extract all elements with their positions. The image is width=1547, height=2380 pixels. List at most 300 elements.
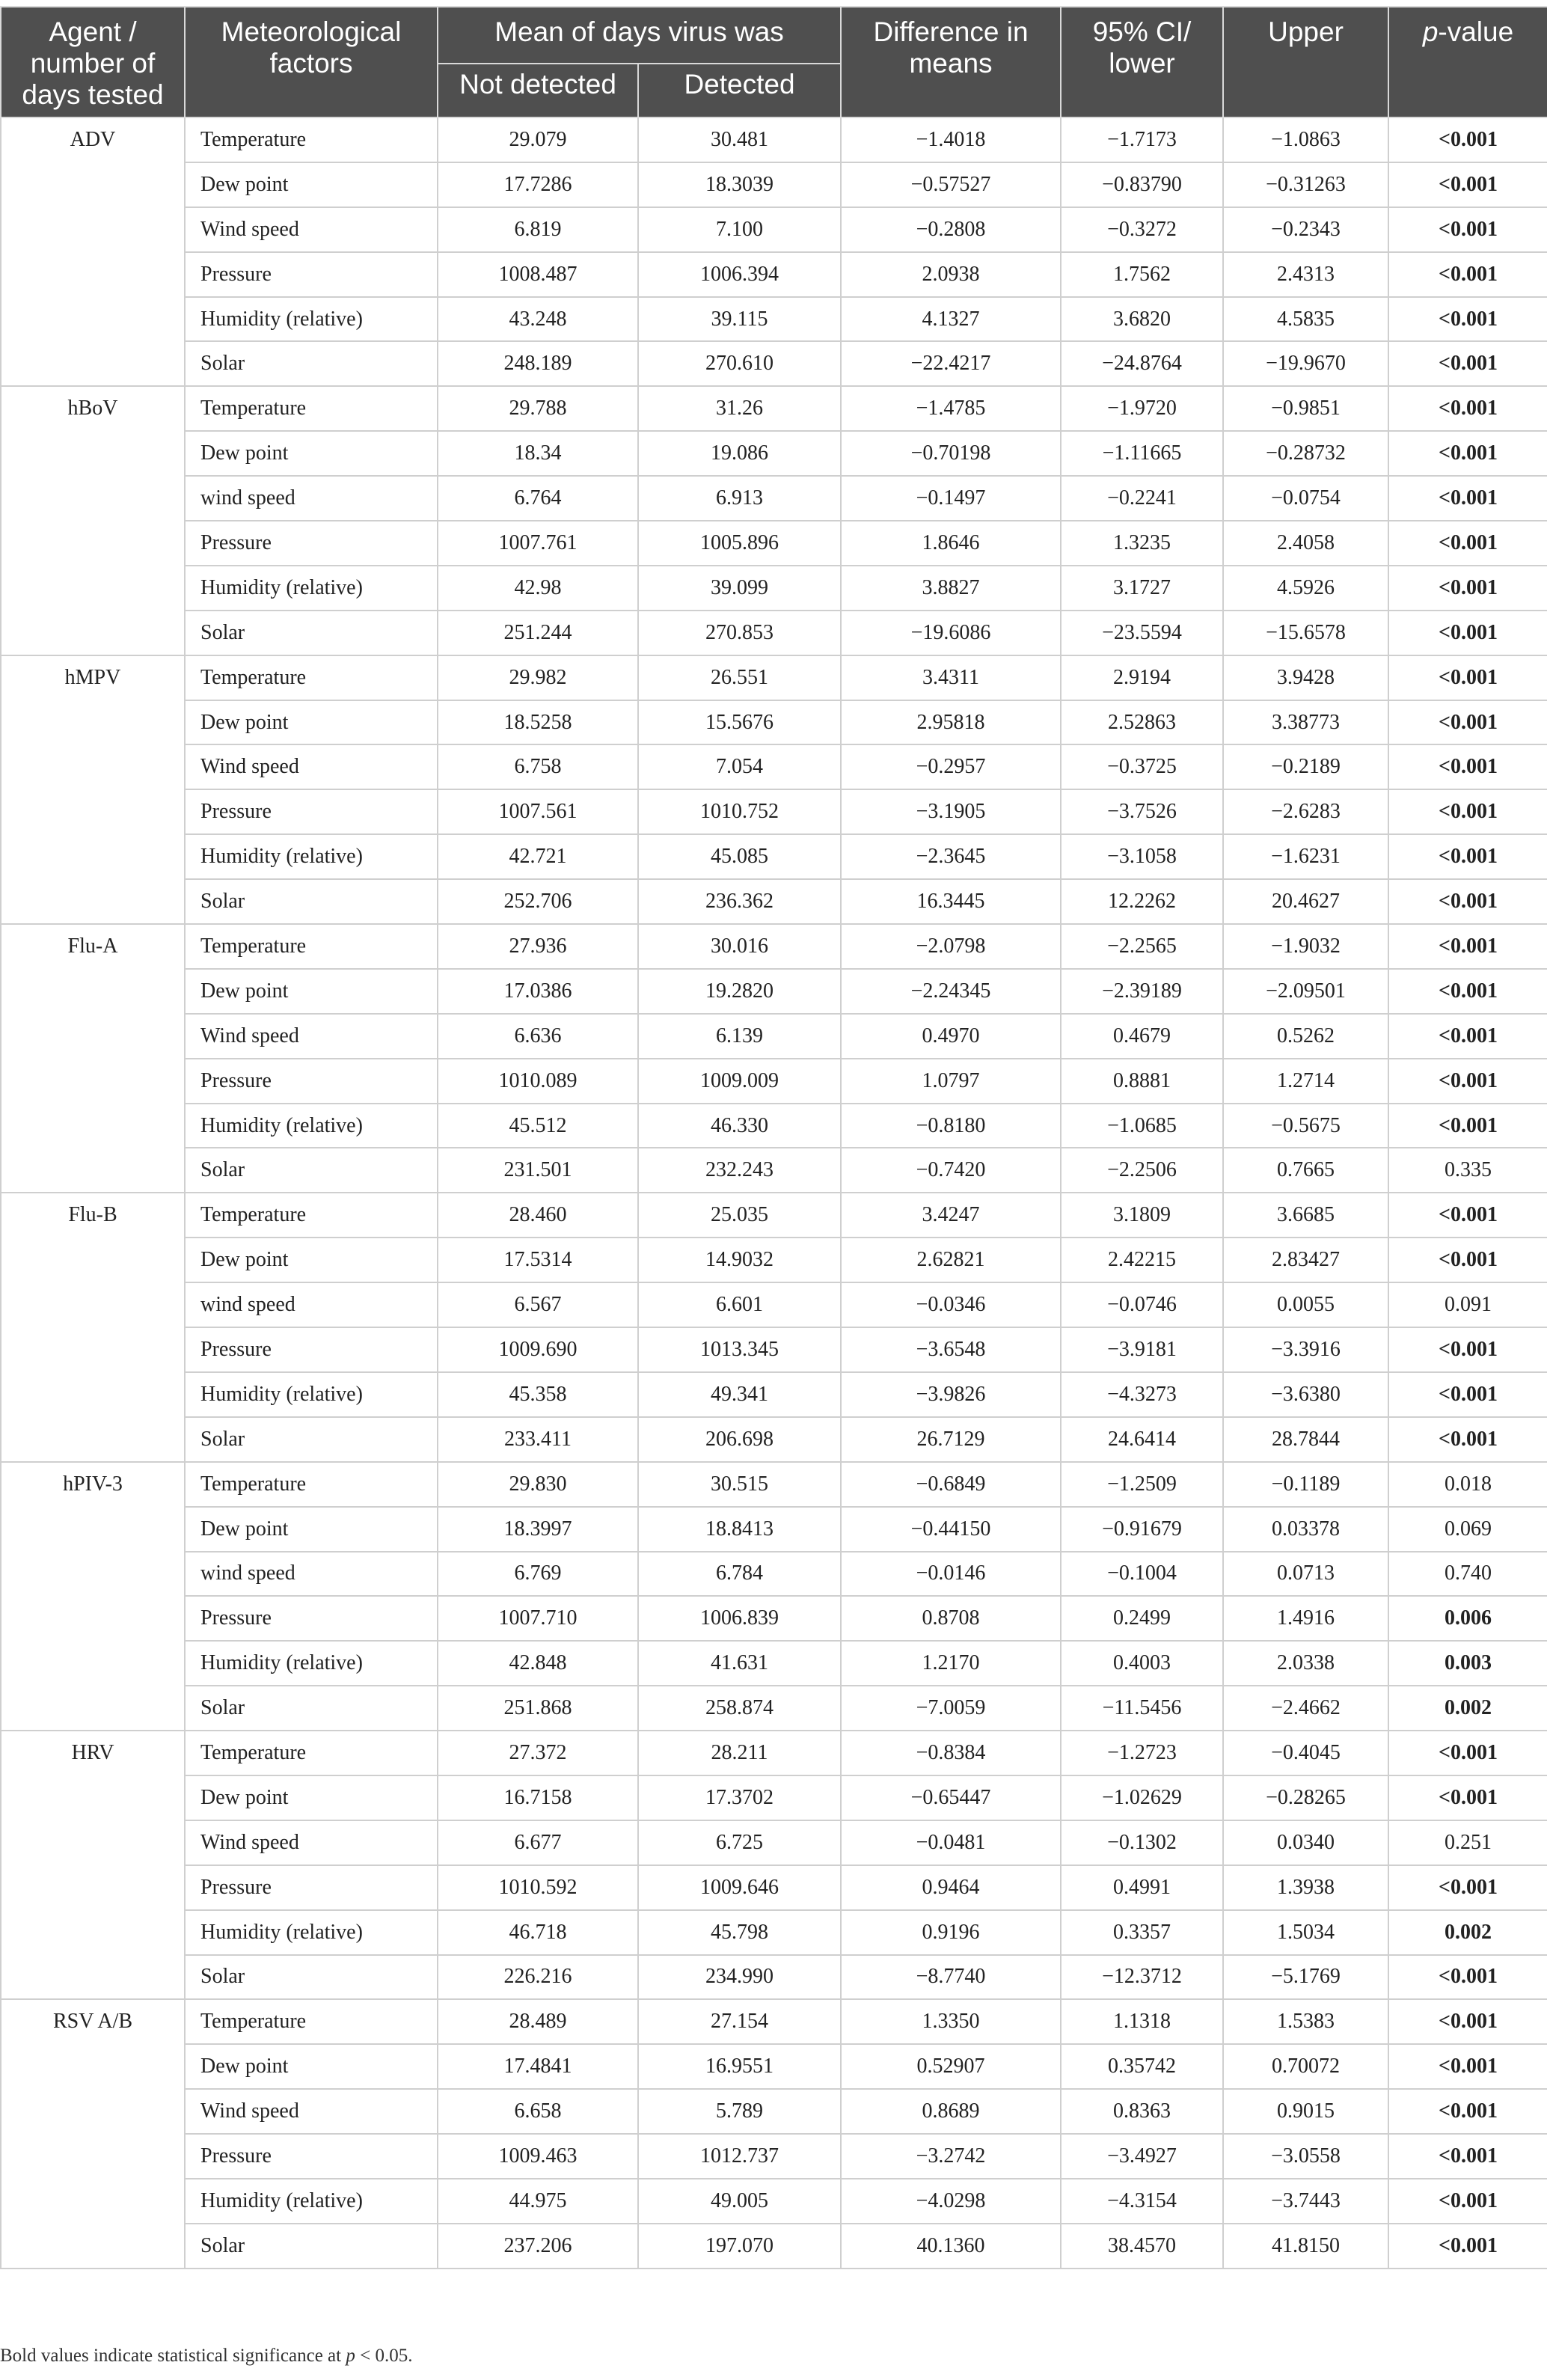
factor-cell: Solar (185, 2224, 438, 2269)
upper-cell: 3.9428 (1223, 655, 1388, 700)
table-row (1, 1641, 1547, 1686)
difference-cell: 3.8827 (841, 566, 1061, 611)
ci-lower-cell: −11.5456 (1061, 1686, 1223, 1731)
difference-cell: 0.9196 (841, 1910, 1061, 1955)
not-detected-cell: 16.7158 (438, 1775, 638, 1820)
factor-cell: Wind speed (185, 744, 438, 789)
not-detected-cell: 27.372 (438, 1731, 638, 1775)
upper-cell: 3.38773 (1223, 700, 1388, 745)
difference-cell: −0.0146 (841, 1552, 1061, 1597)
detected-cell: 49.341 (638, 1372, 841, 1417)
upper-cell: −0.31263 (1223, 162, 1388, 207)
ci-lower-cell: −1.02629 (1061, 1775, 1223, 1820)
upper-cell: −0.5675 (1223, 1104, 1388, 1148)
factor-cell: Dew point (185, 700, 438, 745)
factor-cell: wind speed (185, 476, 438, 521)
agent-cell: HRV (1, 1731, 185, 1999)
difference-cell: −3.1905 (841, 789, 1061, 834)
not-detected-cell: 28.460 (438, 1193, 638, 1238)
factor-cell: Humidity (relative) (185, 1910, 438, 1955)
table-row (1, 2179, 1547, 2224)
agent-cell: hPIV-3 (1, 1462, 185, 1731)
agent-cell: hBoV (1, 386, 185, 655)
detected-cell: 1010.752 (638, 789, 841, 834)
factor-cell: Temperature (185, 655, 438, 700)
not-detected-cell: 237.206 (438, 2224, 638, 2269)
table-row (1, 1955, 1547, 2000)
p-value-cell: <0.001 (1388, 162, 1547, 207)
difference-cell: −0.65447 (841, 1775, 1061, 1820)
not-detected-cell: 44.975 (438, 2179, 638, 2224)
table-row (1, 1372, 1547, 1417)
ci-lower-cell: 1.1318 (1061, 1999, 1223, 2044)
detected-cell: 18.8413 (638, 1507, 841, 1552)
p-value-cell: 0.740 (1388, 1552, 1547, 1597)
table-row (1, 297, 1547, 342)
difference-cell: 0.9464 (841, 1865, 1061, 1910)
p-value-cell: <0.001 (1388, 117, 1547, 162)
header-agent: Agent / number of days tested (1, 7, 185, 117)
agent-cell: Flu-B (1, 1193, 185, 1461)
factor-cell: Dew point (185, 2044, 438, 2089)
not-detected-cell: 6.758 (438, 744, 638, 789)
p-value-cell: 0.091 (1388, 1282, 1547, 1327)
detected-cell: 6.601 (638, 1282, 841, 1327)
p-value-cell: <0.001 (1388, 924, 1547, 969)
table-row (1, 431, 1547, 476)
not-detected-cell: 248.189 (438, 341, 638, 386)
p-value-cell: <0.001 (1388, 744, 1547, 789)
factor-cell: Wind speed (185, 1014, 438, 1059)
header-upper: Upper (1223, 7, 1388, 117)
ci-lower-cell: −0.1302 (1061, 1820, 1223, 1865)
difference-cell: 1.0797 (841, 1059, 1061, 1104)
table-row (1, 1282, 1547, 1327)
ci-lower-cell: −3.9181 (1061, 1327, 1223, 1372)
table-row (1, 252, 1547, 297)
not-detected-cell: 1007.561 (438, 789, 638, 834)
detected-cell: 1006.839 (638, 1596, 841, 1641)
factor-cell: Wind speed (185, 2089, 438, 2134)
difference-cell: −0.2957 (841, 744, 1061, 789)
factor-cell: Temperature (185, 1999, 438, 2044)
p-value-cell: <0.001 (1388, 1417, 1547, 1462)
difference-cell: −1.4018 (841, 117, 1061, 162)
upper-cell: −0.2343 (1223, 207, 1388, 252)
upper-cell: 1.5383 (1223, 1999, 1388, 2044)
ci-lower-cell: −1.11665 (1061, 431, 1223, 476)
not-detected-cell: 29.830 (438, 1462, 638, 1507)
agent-cell: Flu-A (1, 924, 185, 1193)
factor-cell: Pressure (185, 1327, 438, 1372)
table-row (1, 162, 1547, 207)
detected-cell: 39.115 (638, 297, 841, 342)
upper-cell: −0.1189 (1223, 1462, 1388, 1507)
factor-cell: Temperature (185, 924, 438, 969)
table-row (1, 1014, 1547, 1059)
not-detected-cell: 226.216 (438, 1955, 638, 2000)
ci-lower-cell: 38.4570 (1061, 2224, 1223, 2269)
difference-cell: −2.0798 (841, 924, 1061, 969)
upper-cell: −0.28265 (1223, 1775, 1388, 1820)
upper-cell: −1.0863 (1223, 117, 1388, 162)
detected-cell: 39.099 (638, 566, 841, 611)
not-detected-cell: 18.3997 (438, 1507, 638, 1552)
ci-lower-cell: 3.6820 (1061, 297, 1223, 342)
table-row (1, 1104, 1547, 1148)
factor-cell: Temperature (185, 386, 438, 431)
p-value-cell: <0.001 (1388, 2089, 1547, 2134)
p-value-cell: 0.018 (1388, 1462, 1547, 1507)
p-value-cell: <0.001 (1388, 611, 1547, 655)
ci-lower-cell: 3.1727 (1061, 566, 1223, 611)
upper-cell: −0.4045 (1223, 1731, 1388, 1775)
table-row (1, 969, 1547, 1014)
upper-cell: 0.5262 (1223, 1014, 1388, 1059)
header-not-detected: Not detected (438, 64, 638, 117)
footnote-p-italic: p (346, 2346, 355, 2366)
agent-cell: ADV (1, 117, 185, 386)
difference-cell: −3.6548 (841, 1327, 1061, 1372)
upper-cell: 0.0055 (1223, 1282, 1388, 1327)
difference-cell: 26.7129 (841, 1417, 1061, 1462)
p-value-cell: <0.001 (1388, 521, 1547, 566)
upper-cell: 2.4313 (1223, 252, 1388, 297)
factor-cell: Solar (185, 341, 438, 386)
factor-cell: Solar (185, 1417, 438, 1462)
upper-cell: 2.0338 (1223, 1641, 1388, 1686)
table-row (1, 1462, 1547, 1507)
not-detected-cell: 6.677 (438, 1820, 638, 1865)
factor-cell: wind speed (185, 1552, 438, 1597)
ci-lower-cell: −0.0746 (1061, 1282, 1223, 1327)
p-value-cell: <0.001 (1388, 655, 1547, 700)
detected-cell: 46.330 (638, 1104, 841, 1148)
detected-cell: 7.054 (638, 744, 841, 789)
ci-lower-cell: 24.6414 (1061, 1417, 1223, 1462)
factor-cell: Dew point (185, 1238, 438, 1282)
upper-cell: 0.03378 (1223, 1507, 1388, 1552)
detected-cell: 17.3702 (638, 1775, 841, 1820)
detected-cell: 1006.394 (638, 252, 841, 297)
upper-cell: −0.9851 (1223, 386, 1388, 431)
difference-cell: 1.3350 (841, 1999, 1061, 2044)
not-detected-cell: 1007.710 (438, 1596, 638, 1641)
difference-cell: −8.7740 (841, 1955, 1061, 2000)
agent-cell: hMPV (1, 655, 185, 924)
upper-cell: 28.7844 (1223, 1417, 1388, 1462)
factor-cell: Dew point (185, 1775, 438, 1820)
difference-cell: −19.6086 (841, 611, 1061, 655)
table-row (1, 117, 1547, 162)
ci-lower-cell: −0.3725 (1061, 744, 1223, 789)
not-detected-cell: 233.411 (438, 1417, 638, 1462)
p-value-cell: <0.001 (1388, 789, 1547, 834)
detected-cell: 45.798 (638, 1910, 841, 1955)
difference-cell: 1.2170 (841, 1641, 1061, 1686)
factor-cell: Humidity (relative) (185, 1372, 438, 1417)
p-value-cell: 0.335 (1388, 1148, 1547, 1193)
p-value-cell: <0.001 (1388, 566, 1547, 611)
difference-cell: 0.4970 (841, 1014, 1061, 1059)
detected-cell: 30.481 (638, 117, 841, 162)
upper-cell: 3.6685 (1223, 1193, 1388, 1238)
table-row (1, 1775, 1547, 1820)
not-detected-cell: 42.721 (438, 834, 638, 879)
factor-cell: Temperature (185, 117, 438, 162)
difference-cell: −0.1497 (841, 476, 1061, 521)
upper-cell: 0.0713 (1223, 1552, 1388, 1597)
ci-lower-cell: −1.0685 (1061, 1104, 1223, 1148)
p-value-cell: <0.001 (1388, 969, 1547, 1014)
ci-lower-cell: −4.3154 (1061, 2179, 1223, 2224)
p-value-cell: <0.001 (1388, 2044, 1547, 2089)
ci-lower-cell: −3.1058 (1061, 834, 1223, 879)
ci-lower-cell: 0.35742 (1061, 2044, 1223, 2089)
not-detected-cell: 1007.761 (438, 521, 638, 566)
not-detected-cell: 6.769 (438, 1552, 638, 1597)
table-header (1, 7, 1547, 117)
table-row (1, 207, 1547, 252)
difference-cell: 2.95818 (841, 700, 1061, 745)
ci-lower-cell: −4.3273 (1061, 1372, 1223, 1417)
p-value-cell: <0.001 (1388, 207, 1547, 252)
table-row (1, 341, 1547, 386)
upper-cell: 0.0340 (1223, 1820, 1388, 1865)
not-detected-cell: 6.658 (438, 2089, 638, 2134)
detected-cell: 30.016 (638, 924, 841, 969)
detected-cell: 270.610 (638, 341, 841, 386)
detected-cell: 270.853 (638, 611, 841, 655)
upper-cell: −2.4662 (1223, 1686, 1388, 1731)
p-value-cell: <0.001 (1388, 2224, 1547, 2269)
upper-cell: 0.9015 (1223, 2089, 1388, 2134)
upper-cell: 2.83427 (1223, 1238, 1388, 1282)
upper-cell: −19.9670 (1223, 341, 1388, 386)
upper-cell: 1.5034 (1223, 1910, 1388, 1955)
upper-cell: −3.6380 (1223, 1372, 1388, 1417)
factor-cell: wind speed (185, 1282, 438, 1327)
table-row (1, 2224, 1547, 2269)
factor-cell: Dew point (185, 1507, 438, 1552)
table-row (1, 1686, 1547, 1731)
table-row (1, 655, 1547, 700)
table-row (1, 1552, 1547, 1597)
factor-cell: Pressure (185, 1596, 438, 1641)
factor-cell: Pressure (185, 252, 438, 297)
header-mean-group: Mean of days virus was (438, 7, 841, 64)
not-detected-cell: 17.0386 (438, 969, 638, 1014)
not-detected-cell: 29.079 (438, 117, 638, 162)
upper-cell: 4.5835 (1223, 297, 1388, 342)
difference-cell: 2.62821 (841, 1238, 1061, 1282)
ci-lower-cell: 2.42215 (1061, 1238, 1223, 1282)
header-p-value (1388, 7, 1547, 117)
difference-cell: 0.8708 (841, 1596, 1061, 1641)
p-value-cell: <0.001 (1388, 1731, 1547, 1775)
p-value-cell: 0.251 (1388, 1820, 1547, 1865)
table-row (1, 521, 1547, 566)
factor-cell: Dew point (185, 431, 438, 476)
p-value-cell: <0.001 (1388, 700, 1547, 745)
footnote (0, 2346, 412, 2367)
p-value-cell: <0.001 (1388, 1193, 1547, 1238)
not-detected-cell: 43.248 (438, 297, 638, 342)
factor-cell: Pressure (185, 521, 438, 566)
p-value-cell: <0.001 (1388, 1775, 1547, 1820)
difference-cell: −3.2742 (841, 2134, 1061, 2179)
difference-cell: 4.1327 (841, 297, 1061, 342)
difference-cell: 3.4247 (841, 1193, 1061, 1238)
difference-cell: −0.8180 (841, 1104, 1061, 1148)
table-row (1, 924, 1547, 969)
ci-lower-cell: 0.8363 (1061, 2089, 1223, 2134)
not-detected-cell: 1009.463 (438, 2134, 638, 2179)
ci-lower-cell: 2.52863 (1061, 700, 1223, 745)
detected-cell: 19.2820 (638, 969, 841, 1014)
detected-cell: 6.725 (638, 1820, 841, 1865)
agent-cell: RSV A/B (1, 1999, 185, 2268)
factor-cell: Dew point (185, 162, 438, 207)
not-detected-cell: 1009.690 (438, 1327, 638, 1372)
ci-lower-cell: −1.2509 (1061, 1462, 1223, 1507)
table-row (1, 1193, 1547, 1238)
table-row (1, 476, 1547, 521)
upper-cell: 20.4627 (1223, 879, 1388, 924)
detected-cell: 6.784 (638, 1552, 841, 1597)
table-row (1, 1999, 1547, 2044)
ci-lower-cell: −0.83790 (1061, 162, 1223, 207)
p-value-cell: <0.001 (1388, 2179, 1547, 2224)
not-detected-cell: 1010.089 (438, 1059, 638, 1104)
footnote-suffix: < 0.05. (355, 2346, 413, 2366)
detected-cell: 1009.646 (638, 1865, 841, 1910)
factor-cell: Pressure (185, 789, 438, 834)
difference-cell: −0.8384 (841, 1731, 1061, 1775)
detected-cell: 5.789 (638, 2089, 841, 2134)
table-row (1, 1820, 1547, 1865)
not-detected-cell: 6.636 (438, 1014, 638, 1059)
difference-cell: 1.8646 (841, 521, 1061, 566)
not-detected-cell: 1008.487 (438, 252, 638, 297)
p-value-cell: <0.001 (1388, 297, 1547, 342)
detected-cell: 28.211 (638, 1731, 841, 1775)
factor-cell: Pressure (185, 2134, 438, 2179)
detected-cell: 30.515 (638, 1462, 841, 1507)
detected-cell: 49.005 (638, 2179, 841, 2224)
table-body (1, 117, 1547, 2269)
ci-lower-cell: −24.8764 (1061, 341, 1223, 386)
detected-cell: 31.26 (638, 386, 841, 431)
difference-cell: 0.8689 (841, 2089, 1061, 2134)
p-value-cell: <0.001 (1388, 476, 1547, 521)
not-detected-cell: 251.868 (438, 1686, 638, 1731)
ci-lower-cell: 0.4679 (1061, 1014, 1223, 1059)
detected-cell: 41.631 (638, 1641, 841, 1686)
p-value-cell: <0.001 (1388, 431, 1547, 476)
detected-cell: 18.3039 (638, 162, 841, 207)
upper-cell: −0.2189 (1223, 744, 1388, 789)
detected-cell: 197.070 (638, 2224, 841, 2269)
table-row (1, 744, 1547, 789)
difference-cell: 0.52907 (841, 2044, 1061, 2089)
table-row (1, 1148, 1547, 1193)
p-value-cell: <0.001 (1388, 1955, 1547, 2000)
upper-cell: 0.7665 (1223, 1148, 1388, 1193)
ci-lower-cell: −1.2723 (1061, 1731, 1223, 1775)
upper-cell: −3.7443 (1223, 2179, 1388, 2224)
table-row (1, 1417, 1547, 1462)
upper-cell: −1.6231 (1223, 834, 1388, 879)
factor-cell: Humidity (relative) (185, 1641, 438, 1686)
p-value-cell: <0.001 (1388, 879, 1547, 924)
not-detected-cell: 27.936 (438, 924, 638, 969)
detected-cell: 15.5676 (638, 700, 841, 745)
factor-cell: Temperature (185, 1731, 438, 1775)
ci-lower-cell: −2.2565 (1061, 924, 1223, 969)
difference-cell: −0.2808 (841, 207, 1061, 252)
table-row (1, 2134, 1547, 2179)
p-value-cell: 0.006 (1388, 1596, 1547, 1641)
p-value-cell: <0.001 (1388, 1104, 1547, 1148)
difference-cell: −2.3645 (841, 834, 1061, 879)
factor-cell: Wind speed (185, 1820, 438, 1865)
table-row (1, 1596, 1547, 1641)
table-row (1, 1910, 1547, 1955)
p-value-cell: <0.001 (1388, 1238, 1547, 1282)
factor-cell: Humidity (relative) (185, 834, 438, 879)
not-detected-cell: 45.358 (438, 1372, 638, 1417)
difference-cell: −0.7420 (841, 1148, 1061, 1193)
difference-cell: −1.4785 (841, 386, 1061, 431)
detected-cell: 6.913 (638, 476, 841, 521)
not-detected-cell: 251.244 (438, 611, 638, 655)
ci-lower-cell: −2.39189 (1061, 969, 1223, 1014)
detected-cell: 258.874 (638, 1686, 841, 1731)
ci-lower-cell: 2.9194 (1061, 655, 1223, 700)
ci-lower-cell: 1.3235 (1061, 521, 1223, 566)
ci-lower-cell: −1.9720 (1061, 386, 1223, 431)
table-row (1, 1238, 1547, 1282)
difference-cell: −4.0298 (841, 2179, 1061, 2224)
detected-cell: 1013.345 (638, 1327, 841, 1372)
factor-cell: Pressure (185, 1865, 438, 1910)
header-factor: Meteorological factors (185, 7, 438, 117)
not-detected-cell: 42.98 (438, 566, 638, 611)
not-detected-cell: 1010.592 (438, 1865, 638, 1910)
difference-cell: −2.24345 (841, 969, 1061, 1014)
factor-cell: Solar (185, 879, 438, 924)
table-row (1, 386, 1547, 431)
upper-cell: 1.4916 (1223, 1596, 1388, 1641)
p-value-cell: <0.001 (1388, 2134, 1547, 2179)
p-value-cell: <0.001 (1388, 1865, 1547, 1910)
ci-lower-cell: −23.5594 (1061, 611, 1223, 655)
not-detected-cell: 6.764 (438, 476, 638, 521)
footnote-prefix: Bold values indicate statistical significance at (0, 2346, 346, 2366)
detected-cell: 1012.737 (638, 2134, 841, 2179)
detected-cell: 232.243 (638, 1148, 841, 1193)
upper-cell: −2.09501 (1223, 969, 1388, 1014)
not-detected-cell: 28.489 (438, 1999, 638, 2044)
p-value-cell: 0.003 (1388, 1641, 1547, 1686)
upper-cell: 41.8150 (1223, 2224, 1388, 2269)
not-detected-cell: 252.706 (438, 879, 638, 924)
factor-cell: Pressure (185, 1059, 438, 1104)
table-row (1, 700, 1547, 745)
not-detected-cell: 46.718 (438, 1910, 638, 1955)
difference-cell: −3.9826 (841, 1372, 1061, 1417)
